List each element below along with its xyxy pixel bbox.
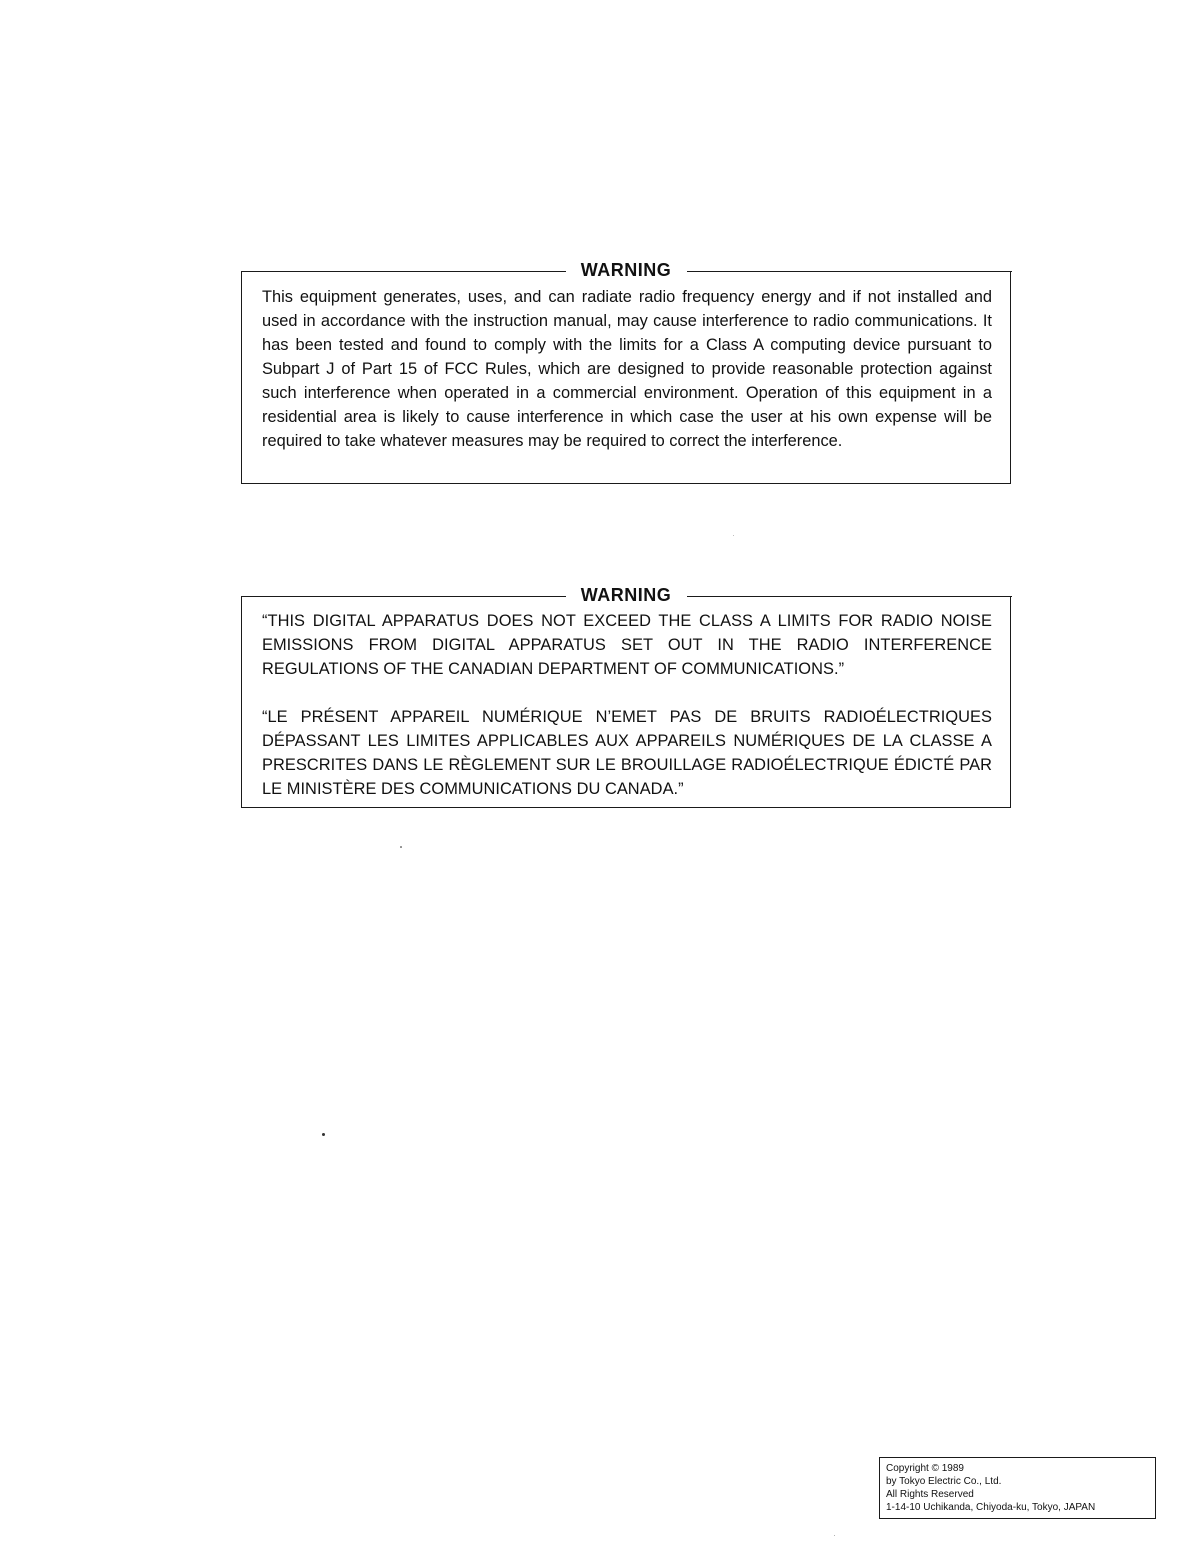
scan-speck [400, 846, 402, 848]
copyright-box [879, 1457, 1156, 1519]
warning-heading: WARNING [242, 585, 1010, 605]
warning-heading: WARNING [242, 260, 1010, 280]
canada-warning-box [241, 585, 1011, 808]
scan-speck [733, 535, 734, 536]
scan-speck [834, 1535, 835, 1536]
english-notice: “THIS DIGITAL APPARATUS DOES NOT EXCEED THE CLASS A LIMITS FOR RADIO NOISE EMISSIONS FROM DIGITAL APPARATUS SET OUT IN THE RADIO INTERFERENCE REGULATIONS OF THE CANADIAN DEPARTMENT OF COMMUNICATIONS.” [262, 612, 992, 678]
copyright-address: 1-14-10 Uchikanda, Chiyoda-ku, Tokyo, JAPAN [886, 1502, 1096, 1513]
copyright-rights: All Rights Reserved [886, 1489, 974, 1500]
french-notice: “LE PRÉSENT APPAREIL NUMÉRIQUE N’EMET PAS DE BRUITS RADIOÉLECTRIQUES DÉPASSANT LES LIMITES APPLICABLES AUX APPAREILS NUMÉRIQUES DE LA CLASSE A PRESCRITES DANS LE RÈGLEMENT SUR LE BROUILLAGE RADIOÉLECTRIQUE ÉDICTÉ PAR LE MINISTÈRE DES COMMUNICATIONS DU CANADA.” [262, 708, 992, 798]
copyright-line: Copyright © 1989 [886, 1463, 964, 1474]
fcc-warning-text: This equipment generates, uses, and can radiate radio frequency energy and if not installed and used in accordance with the instruction manual, may cause interference to radio communications. It has been tested and found to comply with the limits for a Class A computing device pursuant to Subpart J of Part 15 of FCC Rules, which are designed to provide reasonable protection against such interference when operated in a commercial environment. Operation of this equipment in a residential area is likely to cause interference in which case the user at his own expense will be required to take whatever measures may be required to correct the interference. [262, 288, 992, 450]
fcc-warning-box [241, 260, 1011, 484]
copyright-company: by Tokyo Electric Co., Ltd. [886, 1476, 1002, 1487]
canada-warning-text [262, 609, 992, 801]
scan-speck [322, 1133, 325, 1136]
